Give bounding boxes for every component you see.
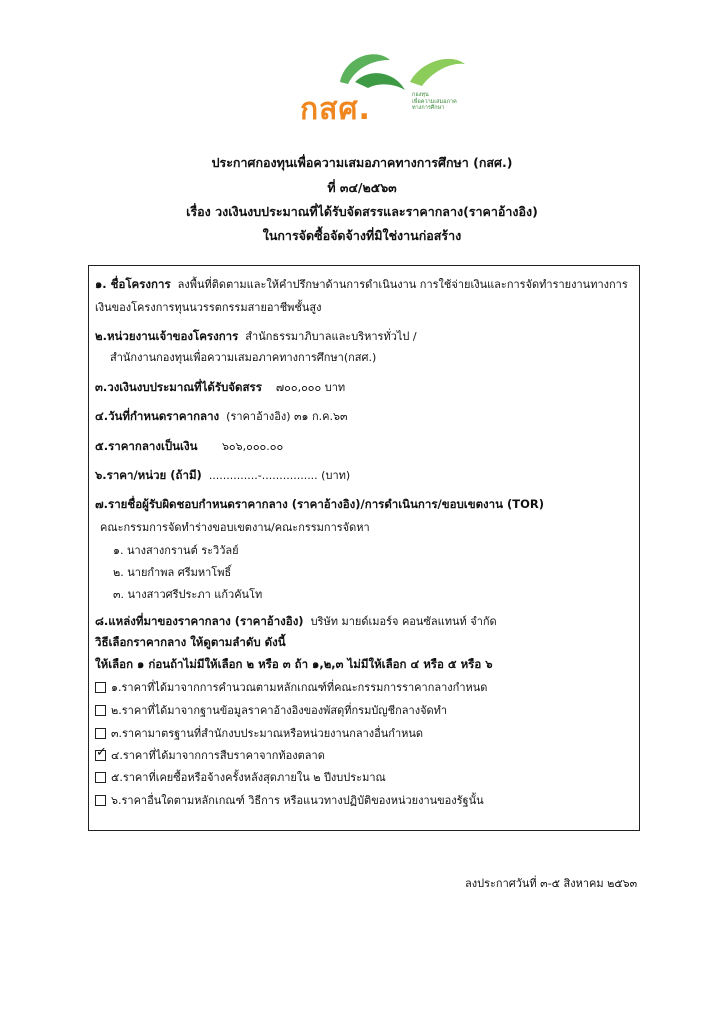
option-3[interactable] (95, 724, 423, 742)
project-row (95, 275, 628, 294)
option-5-label: ๕.ราคาที่เคยซื้อหรือจ้างครั้งหลังสุดภายใน ๒ ปีงบประมาณ (111, 771, 386, 784)
unit-label: ๖.ราคา/หน่วย (ถ้ามี) (95, 468, 202, 482)
project-label: ๑. ชื่อโครงการ (95, 277, 171, 291)
unit-row (95, 466, 350, 485)
announcement-title: ประกาศกองทุนเพื่อความเสมอภาคทางการศึกษา (กสศ.) (211, 155, 513, 170)
logo-wordmark: กสศ. (300, 92, 371, 127)
option-1[interactable] (95, 678, 487, 696)
checkbox-option-2[interactable] (95, 705, 106, 716)
logo-subtext: กองทุน เพื่อความเสมอภาค ทางการศึกษา (412, 92, 457, 111)
agency-value: สำนักธรรมาภิบาลและบริหารทั่วไป / (245, 330, 417, 343)
member-2: ๒. นายกำพล ศรีมหาโพธิ์ (113, 566, 232, 579)
member-3: ๓. นางสาวศรีประภา แก้วคันโท (113, 588, 263, 601)
responsible-label: ๗.รายชื่อผู้รับผิดชอบกำหนดราคากลาง (ราคาอ้างอิง)/การดำเนินการ/ขอบเขตงาน (TOR) (95, 497, 544, 511)
price-row (95, 437, 283, 456)
price-label: ๕.ราคากลางเป็นเงิน (95, 439, 198, 453)
announcement-subject-2: ในการจัดซื้อจัดจ้างที่มิใช่งานก่อสร้าง (262, 228, 462, 243)
member-1: ๑. นางสางกรานต์ ระวิวัลย์ (113, 544, 239, 557)
checkbox-option-1[interactable] (95, 682, 106, 693)
method-title: วิธีเลือกราคากลาง ให้ดูตามลำดับ ดังนี้ (95, 635, 286, 649)
budget-label: ๓.วงเงินงบประมาณที่ได้รับจัดสรร (95, 380, 262, 394)
option-6[interactable] (95, 791, 484, 809)
committee-label: คณะกรรมการจัดทำร่างขอบเขตงาน/คณะกรรมการจัดหา (100, 521, 370, 534)
agency-value-2: สำนักงานกองทุนเพื่อความเสมอภาคทางการศึกษา(กสศ.) (110, 351, 377, 364)
option-1-label: ๑.ราคาที่ได้มาจากการคำนวณตามหลักเกณฑ์ที่คณะกรรมการราคากลางกำหนด (111, 681, 488, 694)
date-label: ๔.วันที่กำหนดราคากลาง (95, 409, 220, 423)
option-2[interactable] (95, 701, 447, 719)
checkbox-option-5[interactable] (95, 772, 106, 783)
checkbox-option-4[interactable] (95, 750, 106, 761)
checkbox-option-6[interactable] (95, 795, 106, 806)
announcement-number: ที่ ๓๔/๒๕๖๓ (327, 180, 397, 195)
date-row (95, 407, 348, 426)
option-4-label: ๔.ราคาที่ได้มาจากการสืบราคาจากท้องตลาด (111, 749, 325, 762)
option-6-label: ๖.ราคาอื่นใดตามหลักเกณฑ์ วิธีการ หรือแนวทางปฏิบัติของหน่วยงานของรัฐนั้น (111, 794, 484, 807)
announcement-subject: เรื่อง วงเงินงบประมาณที่ได้รับจัดสรรและราคากลาง(ราคาอ้างอิง) (186, 204, 538, 219)
date-value: (ราคาอ้างอิง) ๓๑ ก.ค.๖๓ (226, 410, 348, 423)
checkbox-option-3[interactable] (95, 728, 106, 739)
method-rule: ให้เลือก ๑ ก่อนถ้าไม่มีให้เลือก ๒ หรือ ๓ ถ้า ๑,๒,๓ ไม่มีให้เลือก ๔ หรือ ๕ หรือ ๖ (95, 657, 493, 671)
project-value: ลงพื้นที่ติดตามและให้คำปรึกษาด้านการดำเนินงาน การใช้จ่ายเงินและการจัดทำรายงานทางการ (177, 278, 628, 291)
source-label: ๘.แหล่งที่มาของราคากลาง (ราคาอ้างอิง) (95, 614, 304, 628)
option-4[interactable] (95, 746, 325, 764)
source-value: บริษัท มายด์เมอร์จ คอนซัลแทนท์ จำกัด (310, 615, 497, 628)
option-5[interactable] (95, 768, 386, 786)
publish-date: ลงประกาศวันที่ ๓-๕ สิงหาคม ๒๕๖๓ (465, 877, 638, 890)
option-2-label: ๒.ราคาที่ได้มาจากฐานข้อมูลราคาอ้างอิงของพัสดุที่กรมบัญชีกลางจัดทำ (111, 704, 448, 717)
option-3-label: ๓.ราคามาตรฐานที่สำนักงบประมาณหรือหน่วยงานกลางอื่นกำหนด (111, 727, 424, 740)
unit-value: ..............-................ (บาท) (208, 469, 351, 482)
agency-label: ๒.หน่วยงานเจ้าของโครงการ (95, 329, 239, 343)
source-row (95, 612, 497, 631)
project-value-2: เงินของโครงการทุนนวรรตกรรมสายอาชีพชั้นสูง (95, 301, 322, 314)
agency-row (95, 327, 417, 346)
price-value: ๖๐๖,๐๐๐.๐๐ (221, 440, 284, 453)
budget-row (95, 378, 345, 397)
budget-value: ๗๐๐,๐๐๐ บาท (275, 381, 346, 394)
